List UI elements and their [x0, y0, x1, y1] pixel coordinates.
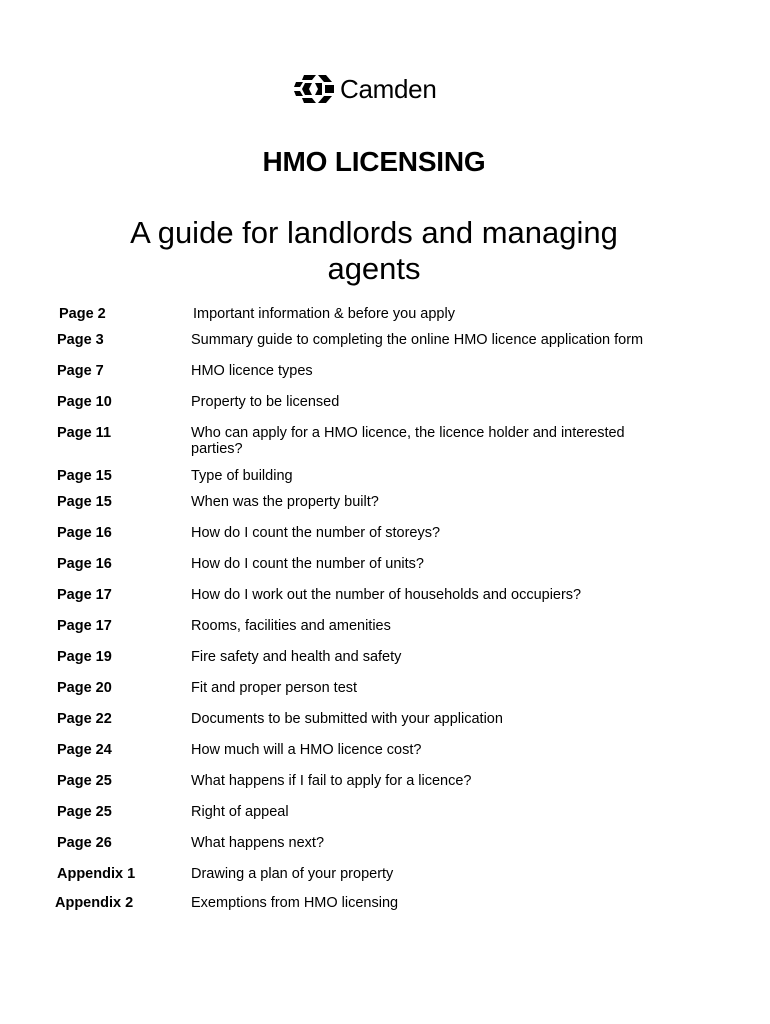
logo-wordmark: Camden	[340, 74, 437, 104]
toc-page-ref: Page 17	[57, 587, 112, 603]
toc-page-ref: Page 7	[57, 363, 104, 379]
document-title: HMO LICENSING	[262, 146, 486, 177]
camden-emblem-icon	[294, 73, 334, 105]
toc-description: HMO licence types	[191, 363, 313, 379]
toc-description: Exemptions from HMO licensing	[191, 895, 399, 911]
toc-page-ref: Page 20	[57, 680, 112, 696]
toc-description: Drawing a plan of your property	[191, 866, 394, 882]
toc-page-ref: Page 11	[57, 425, 112, 441]
toc-page-ref: Page 19	[57, 649, 112, 665]
toc-description: How much will a HMO licence cost?	[191, 742, 422, 758]
toc-description: Important information & before you apply	[193, 306, 455, 322]
toc-description: Fire safety and health and safety	[191, 649, 402, 665]
toc-description: Property to be licensed	[191, 394, 340, 410]
toc-page-ref: Page 3	[57, 332, 104, 348]
toc-page-ref: Page 17	[57, 618, 112, 634]
toc-page-ref: Page 16	[57, 525, 112, 541]
toc-page-ref: Page 24	[57, 742, 112, 758]
toc-page-ref: Page 25	[57, 773, 112, 789]
toc-description: How do I work out the number of households and occupiers?	[191, 587, 582, 603]
camden-logo	[294, 72, 436, 106]
toc-description: Rooms, facilities and amenities	[191, 618, 391, 634]
document-subtitle: A guide for landlords and managing agents	[130, 215, 618, 286]
toc-description: Right of appeal	[191, 804, 289, 820]
toc-description: How do I count the number of units?	[191, 556, 424, 572]
toc-page-ref: Page 16	[57, 556, 112, 572]
toc-page-ref: Page 10	[57, 394, 112, 410]
toc-page-ref: Page 25	[57, 804, 112, 820]
toc-description: Summary guide to completing the online HMO licence application form	[191, 332, 644, 348]
toc-page-ref: Page 15	[57, 494, 112, 510]
toc-page-ref: Page 2	[59, 306, 106, 322]
toc-page-ref: Appendix 2	[55, 895, 134, 911]
toc-page-ref: Page 22	[57, 711, 112, 727]
toc-page-ref: Appendix 1	[57, 866, 136, 882]
toc-description: Documents to be submitted with your application	[191, 711, 503, 727]
toc-description: Type of building	[191, 468, 293, 484]
toc-description: Who can apply for a HMO licence, the licence holder and interested parties?	[191, 425, 625, 457]
toc-description: How do I count the number of storeys?	[191, 525, 441, 541]
toc-page-ref: Page 15	[57, 468, 112, 484]
toc-description: When was the property built?	[191, 494, 379, 510]
toc-description: What happens if I fail to apply for a licence?	[191, 773, 472, 789]
toc-description: What happens next?	[191, 835, 325, 851]
toc-description: Fit and proper person test	[191, 680, 358, 696]
toc-page-ref: Page 26	[57, 835, 112, 851]
